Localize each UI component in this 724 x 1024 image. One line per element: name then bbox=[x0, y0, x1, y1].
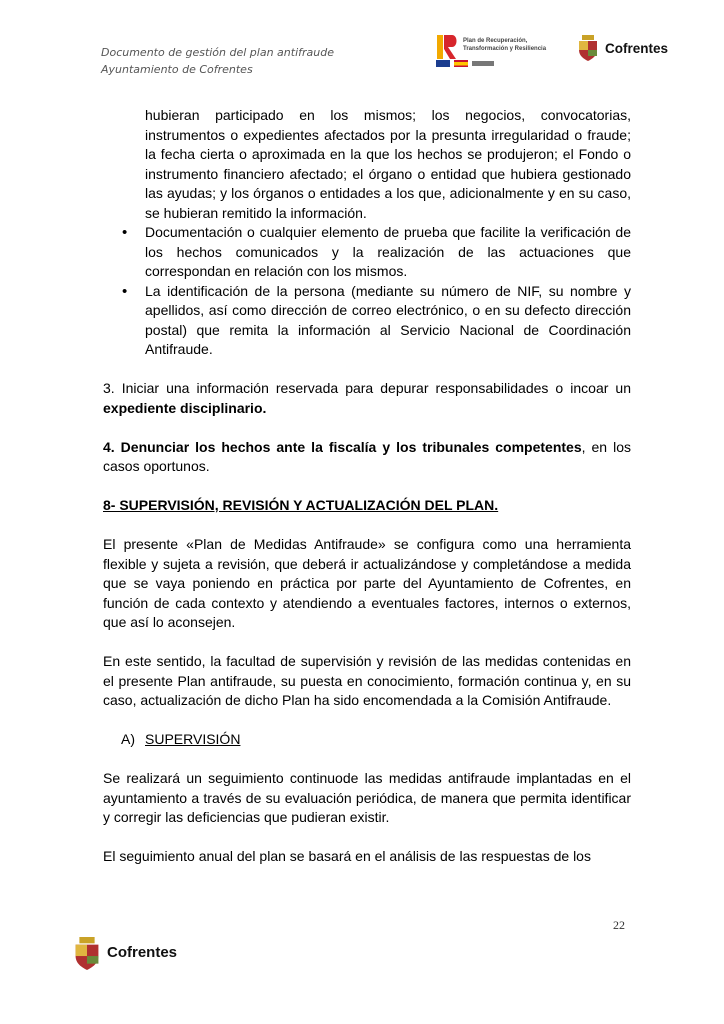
document-title: Documento de gestión del plan antifraude bbox=[101, 46, 334, 59]
list-item: • La identificación de la persona (mediante su número de NIF, su nombre y apellidos, así como dirección de correo electrónico, o en su defecto dirección postal) que remita la información al Servicio Nacional de Coordinación Antifraude. bbox=[122, 282, 631, 357]
item-3: 3. Iniciar una información reservada para depurar responsabilidades o incoar un expediente disciplinario. bbox=[103, 380, 631, 416]
page-number: 22 bbox=[613, 918, 625, 932]
bullet-list bbox=[103, 223, 631, 360]
paragraph: El seguimiento anual del plan se basará en el análisis de las respuestas de los bbox=[103, 848, 591, 864]
prtr-line-2: Transformación y Resiliencia bbox=[463, 45, 547, 52]
coat-of-arms-icon bbox=[73, 937, 101, 970]
eu-flag-icon bbox=[436, 60, 450, 67]
subsection-heading bbox=[103, 730, 631, 750]
section-heading: 8- SUPERVISIÓN, REVISIÓN Y ACTUALIZACIÓN DEL PLAN. bbox=[103, 497, 499, 513]
item-4: 4. Denunciar los hechos ante la fiscalía y los tribunales competentes, en los casos oportunos. bbox=[103, 438, 631, 474]
prtr-logo-icon bbox=[436, 33, 460, 61]
coat-of-arms-icon bbox=[578, 35, 598, 61]
paragraph: El presente «Plan de Medidas Antifraude» se configura como una herramienta flexible y sujeta a revisión, que deberá ir actualizándose y completándose a medida que se vaya poniendo en práctica por parte del Ayuntamiento de Cofrentes, en función de cada contexto y atendiendo a eventuales factores, internos o externos, que así lo aconsejen. bbox=[103, 536, 631, 630]
paragraph: En este sentido, la facultad de supervisión y revisión de las medidas contenidas en el presente Plan antifraude, su puesta en conocimiento, formación continua y, en su caso, actualización de dicho Plan ha sido encomendada a la Comisión Antifraude. bbox=[103, 653, 631, 708]
subsection-label: A) bbox=[121, 731, 135, 747]
bullet-icon: • bbox=[122, 282, 128, 300]
list-item: • Documentación o cualquier elemento de prueba que facilite la verificación de los hechos comunicados y la realización de las actuaciones que correspondan en relación con los mismos. bbox=[122, 224, 631, 279]
document-header bbox=[101, 44, 334, 78]
bullet-continuation: hubieran participado en los mismos; los negocios, convocatorias, instrumentos o expedientes afectados por la presunta irregularidad o fraude; la fecha cierta o aproximada en la que los hechos se produjeron; el Fondo o instrumento financiero afectado; el órgano o entidad que hubiera gestionado las ayudas; y los órganos o entidades a los que, adicionalmente y en su caso, se hubieran remitido la información. bbox=[145, 107, 631, 221]
ministry-logo-icon bbox=[472, 61, 494, 66]
subsection-title: SUPERVISIÓN bbox=[145, 731, 241, 747]
footer-brand-name: Cofrentes bbox=[107, 944, 178, 961]
document-owner: Ayuntamiento de Cofrentes bbox=[101, 63, 253, 76]
recovery-plan-logo bbox=[436, 33, 556, 67]
paragraph: Se realizará un seguimiento continuode las medidas antifraude implantadas en el ayuntamiento a través de su evaluación periódica, de manera que permita identificar y corregir las deficiencias que pudieran existir. bbox=[103, 770, 631, 825]
spain-flag-icon bbox=[454, 60, 468, 67]
bullet-icon: • bbox=[122, 224, 128, 241]
document-body bbox=[103, 106, 631, 867]
brand-name: Cofrentes bbox=[605, 41, 669, 56]
prtr-line-1: Plan de Recuperación, bbox=[463, 38, 528, 44]
